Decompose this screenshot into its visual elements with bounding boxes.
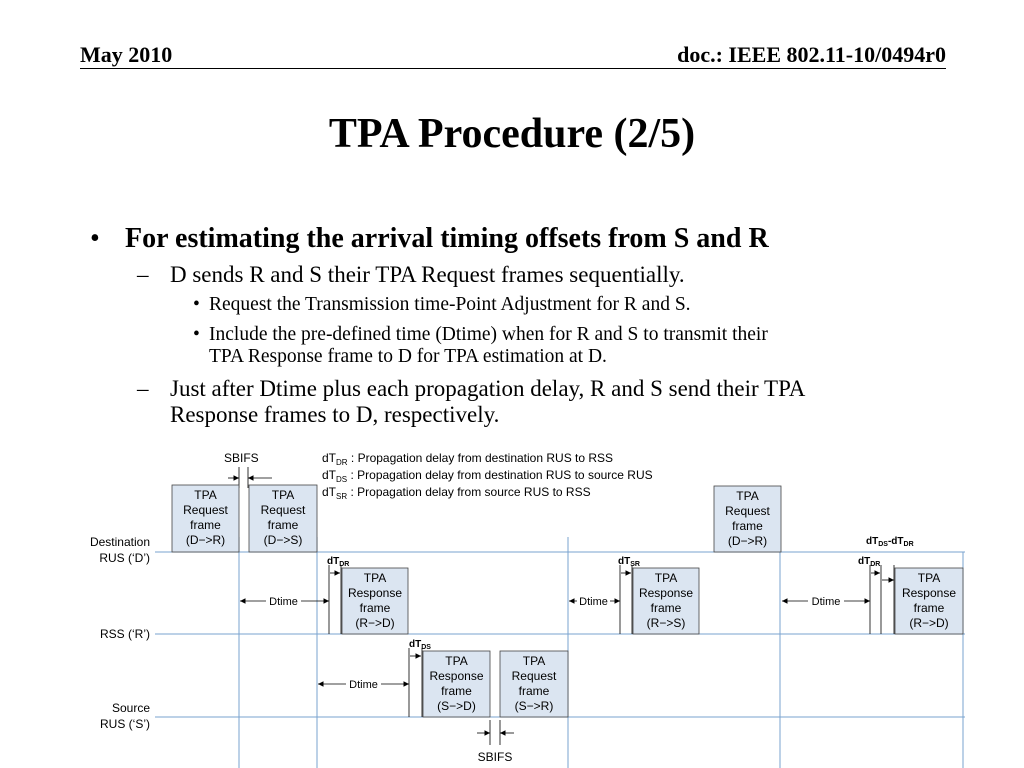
svg-text:(S−>R): (S−>R) — [514, 699, 554, 713]
svg-text:TPA: TPA — [445, 654, 468, 668]
delay-dtdr-2 — [858, 556, 881, 634]
svg-text:frame: frame — [190, 518, 221, 532]
svg-text:Response: Response — [347, 586, 403, 600]
frame-request-d-to-s — [249, 485, 317, 552]
svg-text:Request: Request — [260, 503, 306, 517]
svg-text:TPA: TPA — [917, 571, 941, 585]
dtime-label: Dtime — [349, 679, 378, 691]
svg-text:frame: frame — [267, 518, 299, 532]
svg-text:(R−>D): (R−>D) — [909, 616, 949, 630]
svg-text:Response: Response — [429, 669, 484, 683]
sbifs-top — [224, 451, 272, 488]
bullet-main: For estimating the arrival timing offsets from S and R — [125, 223, 769, 254]
svg-text:Response: Response — [901, 586, 957, 600]
frame-response-r-to-d — [342, 568, 408, 634]
tpa-timing-diagram — [0, 440, 1024, 768]
svg-text:(R−>S): (R−>S) — [646, 616, 686, 630]
sub-sub-bullet-marker: • — [193, 324, 200, 345]
row-labels — [90, 535, 150, 731]
svg-text:(S−>D): (S−>D) — [437, 699, 476, 713]
dtime-label: Dtime — [269, 596, 298, 608]
svg-text:frame: frame — [518, 684, 550, 698]
svg-text:frame: frame — [359, 601, 391, 615]
dtime-label: Dtime — [811, 596, 841, 608]
row-label-source-rus: RUS (‘S’) — [100, 717, 150, 731]
svg-text:frame: frame — [732, 519, 763, 533]
svg-text:frame: frame — [441, 684, 472, 698]
sub-bullet-just-after-line1: Just after Dtime plus each propagation delay, R and S send their TPA — [170, 376, 806, 401]
svg-text:Request: Request — [725, 504, 770, 518]
sub-bullet-d-sends: D sends R and S their TPA Request frames sequentially. — [170, 262, 685, 287]
svg-text:(D−>R): (D−>R) — [727, 534, 768, 548]
header-divider — [80, 68, 946, 69]
row-label-source: Source — [111, 701, 150, 715]
sub-sub-bullet-include-line1: Include the pre-defined time (Dtime) when for R and S to transmit their — [209, 324, 768, 345]
svg-text:(D−>S): (D−>S) — [263, 533, 303, 547]
svg-text:dTSR: $dT_{SR}$ — [618, 556, 640, 568]
svg-text:TPA: TPA — [194, 488, 217, 502]
svg-text:TPA: TPA — [654, 571, 678, 585]
sub-sub-bullet-marker: • — [193, 294, 200, 315]
frame-request-d-to-r-2 — [714, 486, 781, 552]
row-label-rss: RSS (‘R’) — [100, 627, 150, 641]
legend-dtds: $dT_{DS}$ : Propagation delay from destination RUS to source RUS — [322, 468, 653, 484]
sub-sub-bullet-include-line2: TPA Response frame to D for TPA estimation at D. — [209, 346, 607, 367]
sbifs-bottom — [477, 720, 514, 764]
svg-text:dTDS: $dT_{DS}$ — [409, 639, 431, 651]
svg-text:Request: Request — [511, 669, 557, 683]
sub-sub-bullet-request: Request the Transmission time-Point Adjustment for R and S. — [209, 294, 691, 315]
svg-text:TPA: TPA — [271, 488, 295, 502]
row-label-destination-rus: RUS (‘D’) — [99, 551, 150, 565]
sbifs-label: SBIFS — [224, 451, 259, 465]
legend-dtdr: $dT_{DR}$ : Propagation delay from destination RUS to RSS — [322, 451, 614, 467]
svg-text:dTDS-dTDR: $dT_{DS}-dT_{DR}$ — [866, 536, 914, 548]
dtime-label: Dtime — [579, 596, 608, 608]
slide-title: TPA Procedure (2/5) — [328, 111, 696, 157]
bullet-marker: • — [90, 223, 100, 254]
svg-text:frame: frame — [913, 601, 945, 615]
frame-response-r-to-d-2 — [895, 568, 963, 634]
header-date: May 2010 — [80, 42, 173, 67]
svg-text:Response: Response — [638, 586, 694, 600]
sub-bullet-marker: – — [137, 376, 149, 401]
legend — [322, 451, 653, 501]
sbifs-label: SBIFS — [477, 750, 513, 764]
svg-text:Request: Request — [183, 503, 228, 517]
svg-text:dTDR: $dT_{DR}$ — [858, 556, 881, 568]
svg-text:TPA: TPA — [736, 489, 759, 503]
sub-bullet-marker: – — [137, 262, 149, 287]
frame-request-d-to-r — [172, 485, 239, 552]
frame-response-r-to-s — [633, 568, 699, 634]
svg-text:TPA: TPA — [363, 571, 387, 585]
frame-response-s-to-d — [423, 651, 490, 717]
legend-dtsr: $dT_{SR}$ : Propagation delay from source RUS to RSS — [322, 485, 591, 501]
sub-bullet-just-after-line2: Response frames to D, respectively. — [170, 402, 500, 427]
svg-text:dTDR: $dT_{DR}$ — [327, 556, 350, 568]
svg-text:(R−>D): (R−>D) — [355, 616, 395, 630]
svg-text:(D−>R): (D−>R) — [185, 533, 226, 547]
svg-text:TPA: TPA — [522, 654, 546, 668]
row-label-destination: Destination — [89, 535, 150, 549]
header-doc-id: doc.: IEEE 802.11-10/0494r0 — [677, 42, 946, 67]
svg-text:frame: frame — [650, 601, 682, 615]
frame-request-s-to-r — [500, 651, 568, 717]
